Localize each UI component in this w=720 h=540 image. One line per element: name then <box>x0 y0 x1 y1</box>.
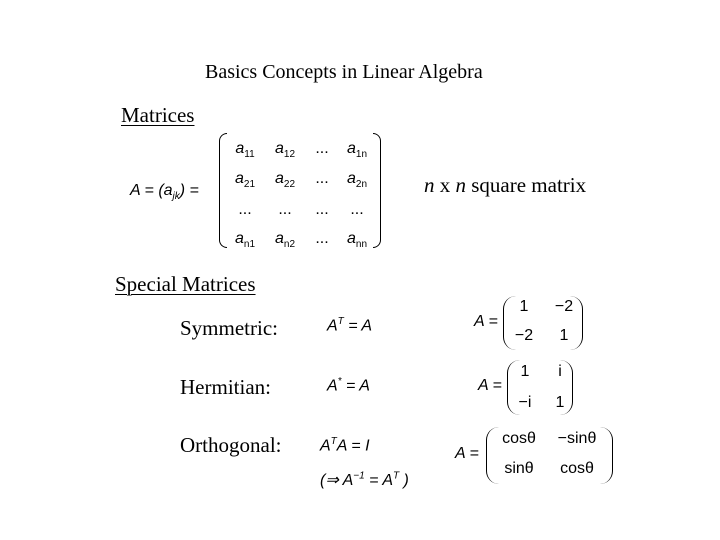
sym-cell: 1 <box>559 327 569 344</box>
sym-cell: −2 <box>514 327 534 344</box>
orth-implies-sup: −1 <box>353 470 365 482</box>
sym-def-rhs: = A <box>343 317 373 335</box>
orth-cell: sinθ <box>504 460 534 477</box>
matrix-left-bracket <box>219 133 227 248</box>
matrix-definition-lhs <box>130 182 199 202</box>
special-matrices-heading: Special Matrices <box>115 272 256 296</box>
square-n2: n <box>455 173 466 197</box>
lhs-text: A = (a <box>130 182 173 199</box>
orth-cell: cosθ <box>502 430 536 447</box>
matrix-cell: $a_{11}$ <box>235 140 255 161</box>
herm-def-rhs: = A <box>341 377 370 395</box>
matrix-cell: $a_{2n}$ <box>346 170 368 191</box>
herm-cell: 1 <box>520 363 530 380</box>
herm-cell: 1 <box>555 394 565 411</box>
orth-def-a: A <box>320 437 331 455</box>
matrices-heading: Matrices <box>121 103 195 127</box>
hermitian-label: Hermitian: <box>180 375 271 399</box>
matrix-cell: ... <box>278 201 292 218</box>
matrix-cell: $a_{n2}$ <box>274 230 296 251</box>
matrix-cell: ... <box>315 201 329 218</box>
hermitian-example-lhs: A = <box>478 377 502 394</box>
square-x: x <box>434 173 456 197</box>
square-text: square matrix <box>466 173 587 197</box>
symmetric-definition <box>327 316 372 335</box>
matrix-cell: $a_{22}$ <box>274 170 296 191</box>
orth-def-rhs: A = I <box>336 437 370 455</box>
herm-def-a: A <box>327 377 338 395</box>
matrix-cell: $a_{21}$ <box>234 170 256 191</box>
orth-cell: cosθ <box>560 460 594 477</box>
square-matrix-note <box>424 173 586 198</box>
herm-cell: i <box>558 363 562 380</box>
orthogonal-label: Orthogonal: <box>180 433 282 457</box>
page-title: Basics Concepts in Linear Algebra <box>205 61 483 83</box>
orth-implies: (⇒ A <box>320 472 354 489</box>
matrix-cell: $a_{1n}$ <box>346 140 368 161</box>
sym-def-sup: T <box>337 316 344 327</box>
matrix-cell: $a_{nn}$ <box>346 230 368 251</box>
sym-cell: 1 <box>519 298 529 315</box>
orthogonal-implication <box>320 470 409 490</box>
symmetric-example-lhs: A = <box>474 313 498 330</box>
orthogonal-definition <box>320 436 370 455</box>
sym-cell: −2 <box>554 298 574 315</box>
orth-implies-mid: = A <box>364 472 393 489</box>
herm-def-sup: * <box>337 376 342 387</box>
hermitian-definition <box>327 376 370 395</box>
orth-implies-close: ) <box>399 472 409 489</box>
matrix-cell: $a_{n1}$ <box>234 230 256 251</box>
matrix-cell: ... <box>315 140 329 157</box>
matrix-cell: ... <box>315 170 329 187</box>
matrix-cell: ... <box>350 201 364 218</box>
matrix-cell: $a_{12}$ <box>274 140 296 161</box>
symmetric-label: Symmetric: <box>180 316 278 340</box>
lhs-subscript: jk <box>172 191 180 203</box>
orthogonal-example-lhs: A = <box>455 445 479 462</box>
orth-cell: −sinθ <box>557 430 597 447</box>
matrix-cell: ... <box>315 230 329 247</box>
sym-def-a: A <box>327 317 338 335</box>
lhs-close: ) = <box>179 182 199 199</box>
square-n1: n <box>424 173 435 197</box>
herm-cell: −i <box>518 394 532 411</box>
matrix-right-bracket <box>373 133 381 248</box>
orth-def-sup: T <box>330 436 337 447</box>
matrix-cell: ... <box>238 201 252 218</box>
orth-implies-sup2: T <box>392 470 400 482</box>
